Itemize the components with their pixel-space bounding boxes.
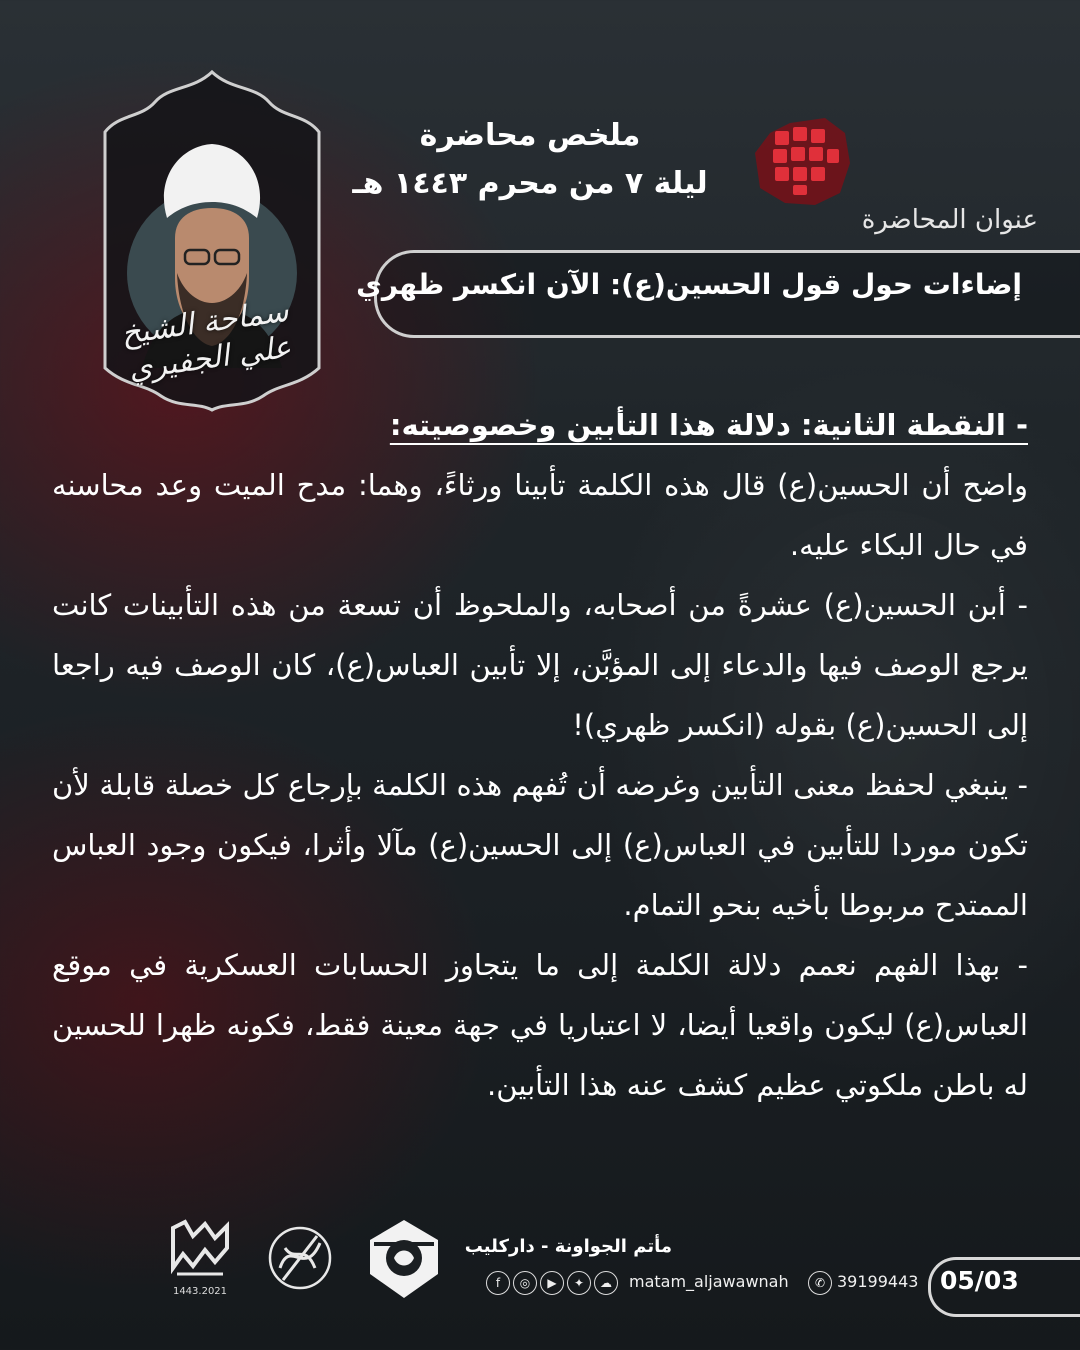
phone-number[interactable]: 39199443 xyxy=(837,1272,919,1291)
speaker-signature: سماحة الشيخ علي الجفيري xyxy=(119,293,294,388)
logo-year: 1443.2021 xyxy=(172,1286,228,1297)
whatsapp-icon: ✆ xyxy=(808,1271,832,1295)
header-title xyxy=(330,112,730,208)
calligraphy-logo xyxy=(265,1218,335,1298)
article-paragraph: - ينبغي لحفظ معنى التأبين وغرضه أن تُفهم هذه الكلمة بإرجاع كل خصلة قابلة لأن تكون موردا للتأبين في العباس(ع) إلى الحسين(ع) مآلا وأثرا، فيكون وجود العباس الممتدح مربوطا بأخيه بنحو التمام. xyxy=(52,768,1028,922)
article-heading: - النقطة الثانية: دلالة هذا التأبين وخصوصيته: xyxy=(389,408,1028,442)
soundcloud-icon[interactable]: ☁ xyxy=(594,1271,618,1295)
org-name: مأتم الجواونة - داركليب xyxy=(464,1236,672,1257)
article-body xyxy=(52,395,1028,1115)
facebook-icon[interactable]: f xyxy=(486,1271,510,1295)
youtube-icon[interactable]: ▶ xyxy=(540,1271,564,1295)
matam-logo xyxy=(366,1218,442,1300)
social-links xyxy=(486,1270,618,1296)
header-line-1: ملخص محاضرة xyxy=(419,118,641,153)
anniversary-logo xyxy=(165,1218,235,1298)
article-paragraph: - بهذا الفهم نعمم دلالة الكلمة إلى ما يتجاوز الحسابات العسكرية في موقع العباس(ع) ليكون واقعيا أيضا، لا اعتباريا في جهة معينة فقط، فكونه ظهرا للحسين له باطن ملكوتي عظيم كشف عنه هذا التأبين. xyxy=(52,948,1028,1102)
article-paragraph: - أبن الحسين(ع) عشرةً من أصحابه، والملحوظ أن تسعة من هذه التأبينات كانت يرجع الوصف فيها والدعاء إلى المؤبَّن، إلا تأبين العباس(ع)، كان الوصف فيه راجعا إلى الحسين(ع) بقوله (انكسر ظهري)! xyxy=(52,588,1028,742)
instagram-icon[interactable]: ◎ xyxy=(513,1271,537,1295)
social-handle[interactable]: matam_aljawawnah xyxy=(629,1272,789,1291)
article-paragraph: واضح أن الحسين(ع) قال هذه الكلمة تأبينا ورثاءً، وهما: مدح الميت وعد محاسنه في حال البكاء عليه. xyxy=(52,468,1028,562)
header-line-2: ليلة ٧ من محرم ١٤٤٣ هـ xyxy=(352,166,708,201)
twitter-icon[interactable]: ✦ xyxy=(567,1271,591,1295)
page-number: 05/03 xyxy=(940,1266,1019,1295)
lecture-label: عنوان المحاضرة xyxy=(861,205,1038,235)
lecture-title: إضاءات حول قول الحسين(ع): الآن انكسر ظهري xyxy=(356,268,1022,301)
grid-emblem-icon xyxy=(745,113,855,208)
